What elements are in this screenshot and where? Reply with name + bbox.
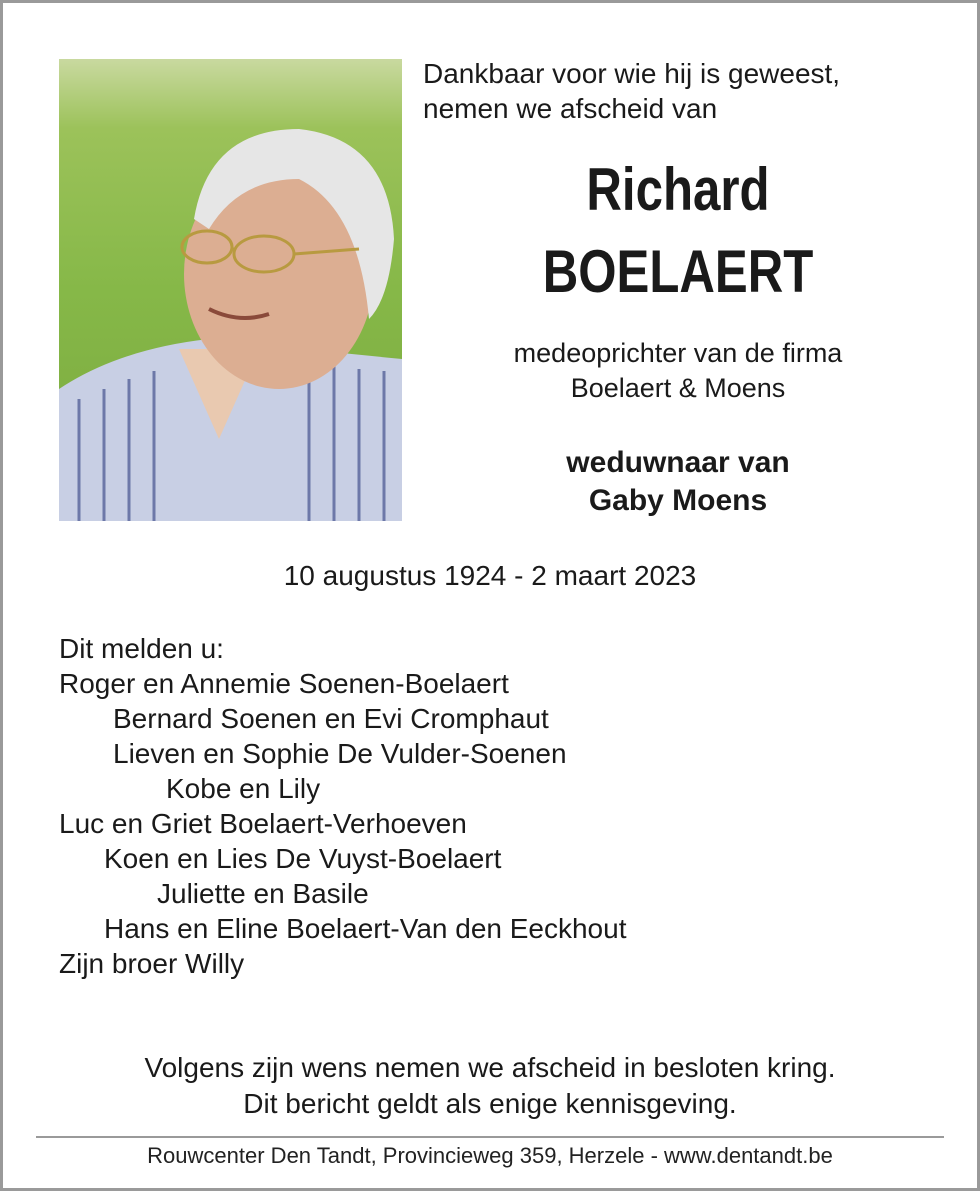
role-line: Boelaert & Moens [570,373,786,403]
family-line: Lieven en Sophie De Vulder-Soenen [113,738,567,769]
family-line: Roger en Annemie Soenen-Boelaert [59,668,509,699]
family-line: Hans en Eline Boelaert-Van den Eeckhout [104,913,627,944]
closing-text [0,1050,980,1122]
family-line: Koen en Lies De Vuyst-Boelaert [104,843,502,874]
first-name: Richard [586,156,770,223]
family-line: Luc en Griet Boelaert-Verhoeven [59,808,467,839]
role-line: medeoprichter van de firma [513,338,843,368]
intro-line: Dankbaar voor wie hij is geweest, [423,58,841,89]
intro-line: nemen we afscheid van [423,93,718,124]
last-name: BOELAERT [542,238,814,305]
family-line: Bernard Soenen en Evi Cromphaut [113,703,549,734]
closing-line: Volgens zijn wens nemen we afscheid in besloten kring. [144,1052,836,1083]
spouse-text [420,444,936,520]
spouse-name: Gaby Moens [588,484,768,517]
family-line: Zijn broer Willy [59,948,245,979]
role-text [420,336,936,406]
footer-divider [36,1136,944,1138]
family-line: Kobe en Lily [166,773,321,804]
spouse-line: weduwnaar van [566,446,790,479]
life-dates: 10 augustus 1924 - 2 maart 2023 [283,560,697,591]
family-line: Juliette en Basile [157,878,369,909]
closing-line: Dit bericht geldt als enige kennisgeving. [243,1088,737,1119]
portrait-photo [59,59,402,521]
family-line: Dit melden u: [59,633,224,664]
intro-text [423,56,840,126]
footer-text: Rouwcenter Den Tandt, Provincieweg 359, Herzele - www.dentandt.be [147,1143,833,1168]
